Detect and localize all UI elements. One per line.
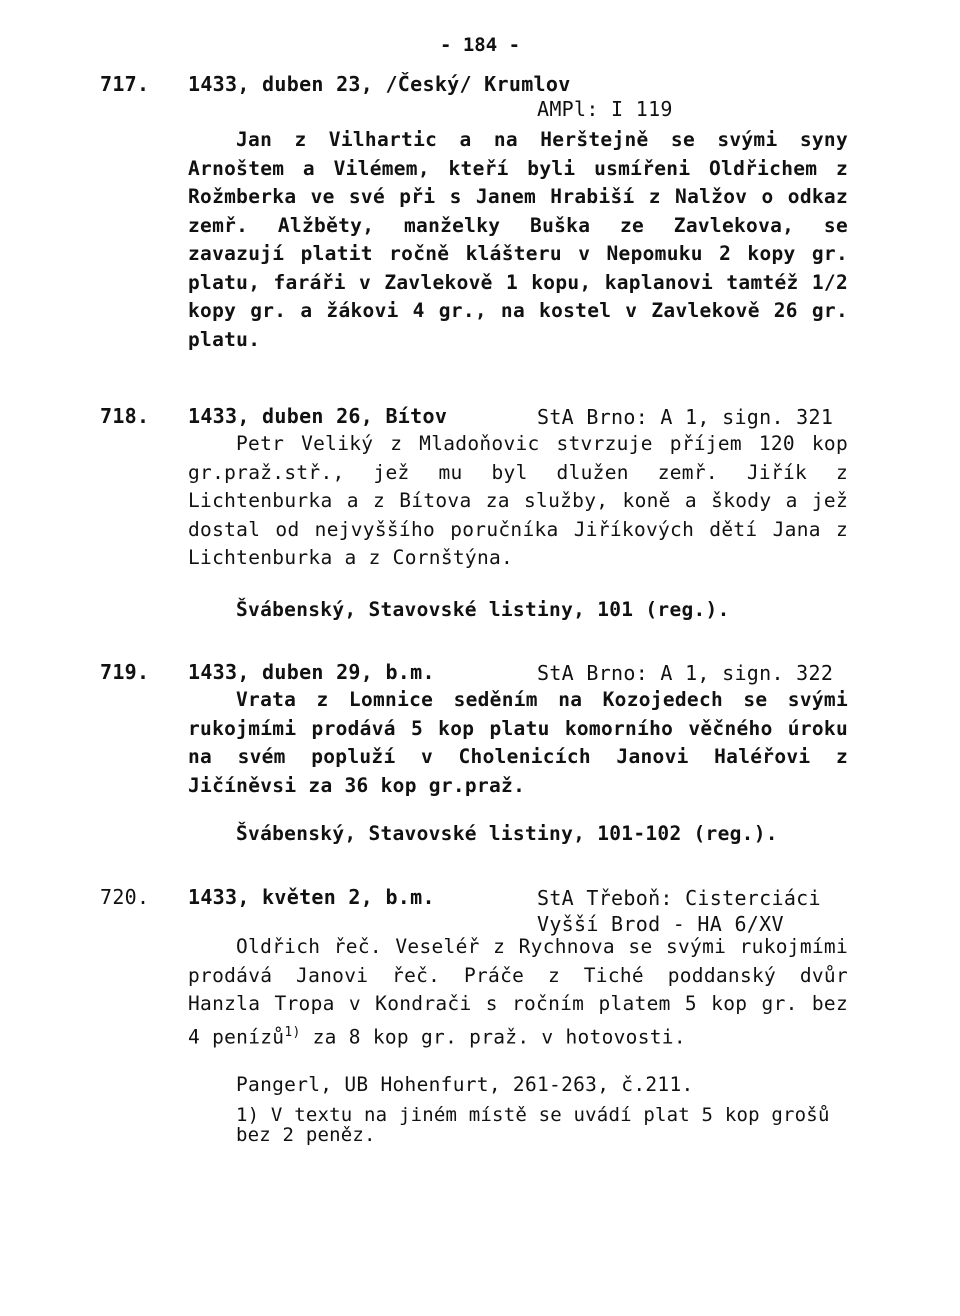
entry-number: 718. [100, 404, 150, 428]
footnote: 1) V textu na jiném místě se uvádí plat 5 kop grošů bez 2 peněz. [236, 1104, 830, 1146]
entry-text: Jan z Vilhartic a na Herštejně se svými syny Arnoštem a Vilémem, kteří byli usmířeni Oldřichem z Rožmberka ve své při s Janem Hrabiší z Nalžov o odkaz zemř. Alžběty, manželky Buška ze Zavlekova, se zavazují platit ročně klášteru v Nepomuku 2 kopy gr. platu, faráři v Zavlekově 1 kopu, kaplanovi tamtéž 1/2 kopy gr. a žákovi 4 gr., na kostel v Zavlekově 26 gr. platu. [188, 128, 848, 351]
entry-citation: Pangerl, UB Hohenfurt, 261-263, č.211. [236, 1073, 694, 1096]
archive-line: StA Třeboň: Cisterciáci [537, 886, 821, 910]
archive-line: StA Brno: A 1, sign. 322 [537, 661, 834, 685]
archive-line: AMPl: I 119 [537, 97, 673, 121]
footnote-marker: 1) [284, 1024, 301, 1040]
entry-text-tail: za 8 kop gr. praž. v hotovosti. [300, 1025, 686, 1048]
entry-archive [537, 660, 833, 686]
entry-text [188, 933, 848, 1052]
page-number: - 184 - [439, 34, 521, 56]
entry-citation: Švábenský, Stavovské listiny, 101-102 (reg.). [236, 822, 778, 845]
entry-number: 719. [100, 660, 150, 684]
archive-line: Vyšší Brod - HA 6/XV [537, 912, 784, 936]
entry-text-main: Oldřich řeč. Veseléř z Rychnova se svými rukojmími prodává Janovi řeč. Práče z Tiché poddanský dvůr Hanzla Tropa v Kondrači s ročním platem 5 kop gr. bez 4 penízů [188, 935, 848, 1048]
entry-number: 720. [100, 885, 150, 909]
entry-archive [537, 404, 833, 430]
entry-date: 1433, duben 23, /Český/ Krumlov [188, 72, 571, 96]
entry-archive [537, 885, 821, 937]
entry-date: 1433, květen 2, b.m. [188, 885, 435, 909]
entry-archive [537, 96, 673, 122]
archive-line: StA Brno: A 1, sign. 321 [537, 405, 834, 429]
entry-date: 1433, duben 26, Bítov [188, 404, 448, 428]
entry-text: Petr Veliký z Mladoňovic stvrzuje příjem 120 kop gr.praž.stř., jež mu byl dlužen zemř. Jiřík z Lichtenburka a z Bítova za služby, koně a škody a jež dostal od nejvyššího poručníka Jiříkových dětí Jana z Lichtenburka a z Cornštýna. [188, 432, 848, 569]
entry-date: 1433, duben 29, b.m. [188, 660, 435, 684]
entry-text: Vrata z Lomnice seděním na Kozojedech se svými rukojmími prodává 5 kop platu komorního věčného úroku na svém popluží v Cholenicích Janovi Haléřovi z Jičíněvsi za 36 kop gr.praž. [188, 688, 848, 797]
entry-number: 717. [100, 72, 150, 96]
entry-citation: Švábenský, Stavovské listiny, 101 (reg.). [236, 598, 730, 621]
